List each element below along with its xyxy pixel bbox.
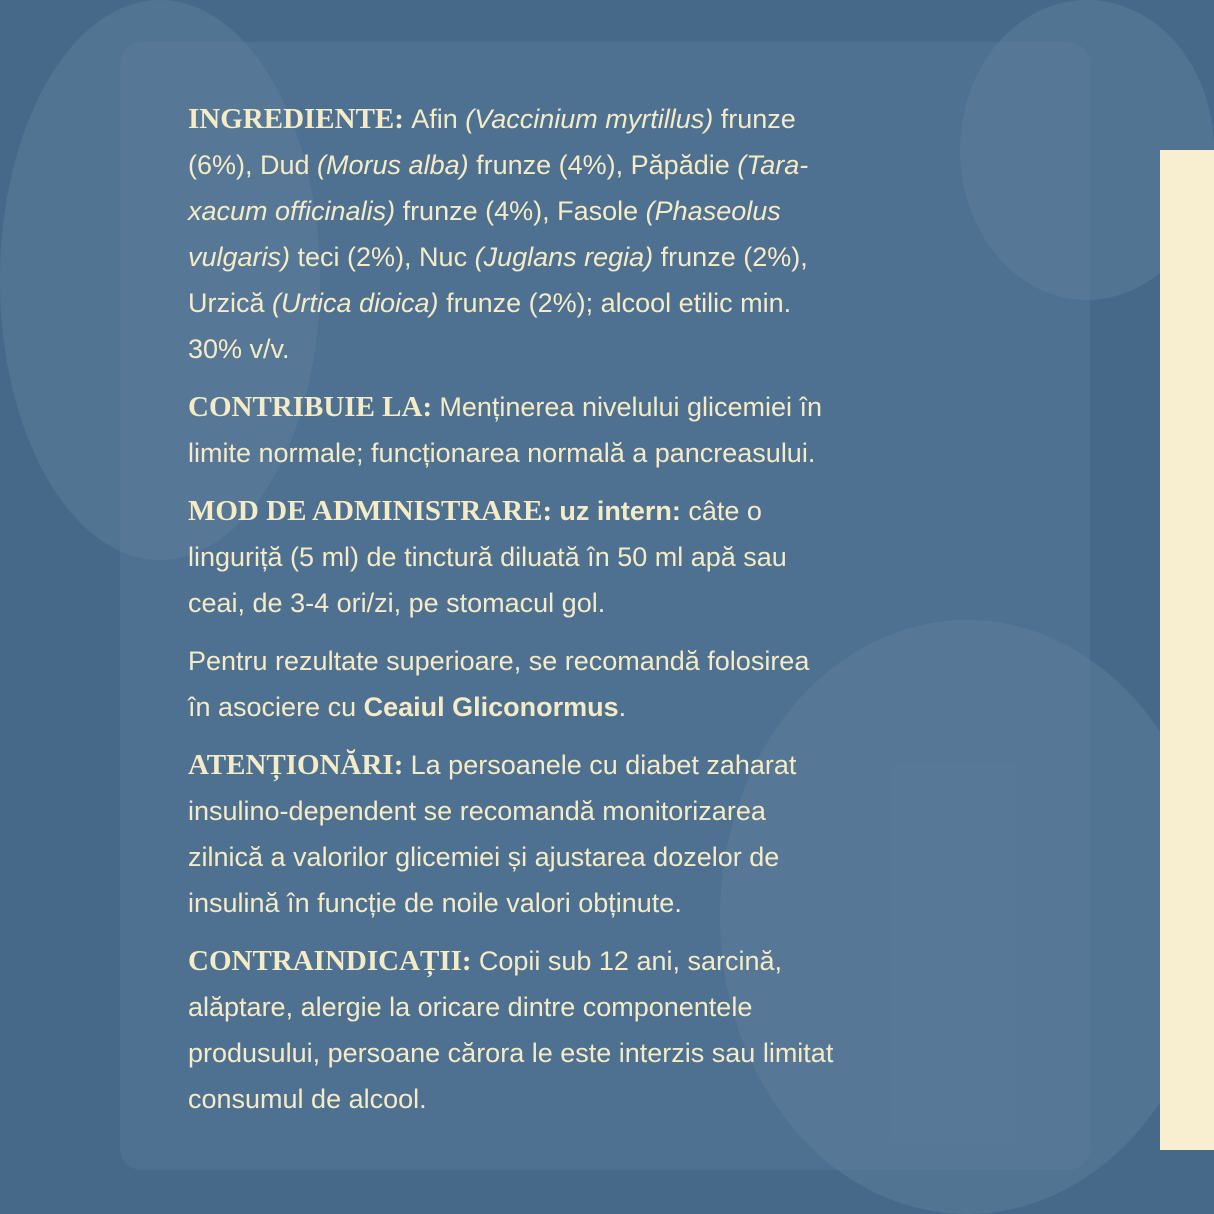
- text-segment: Afin: [411, 104, 466, 134]
- section-heading: INGREDIENTE:: [188, 103, 412, 135]
- text-segment: frunze (4%), Fasole: [395, 196, 646, 226]
- text-line: [188, 638, 1088, 684]
- text-segment: câte o: [688, 496, 762, 526]
- section-heading: CONTRIBUIE LA:: [188, 391, 440, 423]
- text-line: [188, 984, 1088, 1030]
- text-segment: 30% v/v.: [188, 334, 290, 364]
- recommendation-section: [188, 638, 1088, 730]
- text-line: [188, 684, 1088, 730]
- text-segment: (Tara-: [737, 150, 809, 180]
- text-line: [188, 1076, 1088, 1122]
- text-line: [188, 96, 1088, 142]
- text-line: [188, 488, 1088, 534]
- contributes-to-section: [188, 384, 1088, 476]
- section-heading: MOD DE ADMINISTRARE:: [188, 495, 560, 527]
- text-line: [188, 534, 1088, 580]
- text-segment: Urzică: [188, 288, 273, 318]
- text-segment: Ceaiul Gliconormus: [363, 692, 619, 722]
- text-line: [188, 1030, 1088, 1076]
- text-segment: uz intern:: [559, 496, 689, 526]
- text-segment: Copii sub 12 ani, sarcină,: [478, 946, 783, 976]
- side-cream-bar: [1160, 150, 1214, 1150]
- text-segment: La persoanele cu diabet zaharat: [410, 750, 797, 780]
- text-line: [188, 326, 1088, 372]
- text-line: [188, 188, 1088, 234]
- text-line: [188, 280, 1088, 326]
- text-segment: Pentru rezultate superioare, se recomandă folosirea: [188, 646, 810, 676]
- label-text: [188, 96, 1088, 1134]
- text-line: [188, 580, 1088, 626]
- text-line: [188, 430, 1088, 476]
- text-segment: (Vaccinium myrtillus): [465, 104, 714, 134]
- section-heading: CONTRAINDICAȚII:: [188, 945, 479, 977]
- text-segment: (Phaseolus: [645, 196, 781, 226]
- text-line: [188, 880, 1088, 926]
- text-segment: zilnică a valorilor glicemiei și ajustarea dozelor de: [188, 842, 780, 872]
- section-heading: ATENȚIONĂRI:: [188, 749, 411, 781]
- text-segment: limite normale; funcționarea normală a pancreasului.: [188, 438, 816, 468]
- text-segment: în asociere cu: [188, 692, 364, 722]
- text-segment: (Juglans regia): [474, 242, 654, 272]
- text-segment: teci (2%), Nuc: [290, 242, 475, 272]
- text-line: [188, 742, 1088, 788]
- text-line: [188, 234, 1088, 280]
- text-segment: consumul de alcool.: [188, 1084, 427, 1114]
- text-segment: ceai, de 3-4 ori/zi, pe stomacul gol.: [188, 588, 606, 618]
- text-line: [188, 938, 1088, 984]
- text-line: [188, 384, 1088, 430]
- text-line: [188, 142, 1088, 188]
- text-segment: frunze (2%); alcool etilic min.: [438, 288, 792, 318]
- administration-section: [188, 488, 1088, 626]
- text-segment: frunze (4%), Păpădie: [468, 150, 738, 180]
- text-segment: .: [618, 692, 627, 722]
- text-line: [188, 788, 1088, 834]
- contraindications-section: [188, 938, 1088, 1122]
- ingredients-section: [188, 96, 1088, 372]
- text-line: [188, 834, 1088, 880]
- text-segment: insulino-dependent se recomandă monitorizarea: [188, 796, 766, 826]
- text-segment: insulină în funcție de noile valori obținute.: [188, 888, 682, 918]
- text-segment: (Urtica dioica): [272, 288, 439, 318]
- text-segment: vulgaris): [188, 242, 291, 272]
- text-segment: linguriță (5 ml) de tinctură diluată în 50 ml apă sau: [188, 542, 787, 572]
- text-segment: produsului, persoane cărora le este interzis sau limitat: [188, 1038, 834, 1068]
- text-segment: (6%), Dud: [188, 150, 318, 180]
- text-segment: frunze: [713, 104, 796, 134]
- text-segment: xacum officinalis): [188, 196, 396, 226]
- text-segment: frunze (2%),: [653, 242, 808, 272]
- text-segment: Menținerea nivelului glicemiei în: [439, 392, 823, 422]
- warnings-section: [188, 742, 1088, 926]
- text-segment: alăptare, alergie la oricare dintre componentele: [188, 992, 753, 1022]
- text-segment: (Morus alba): [317, 150, 469, 180]
